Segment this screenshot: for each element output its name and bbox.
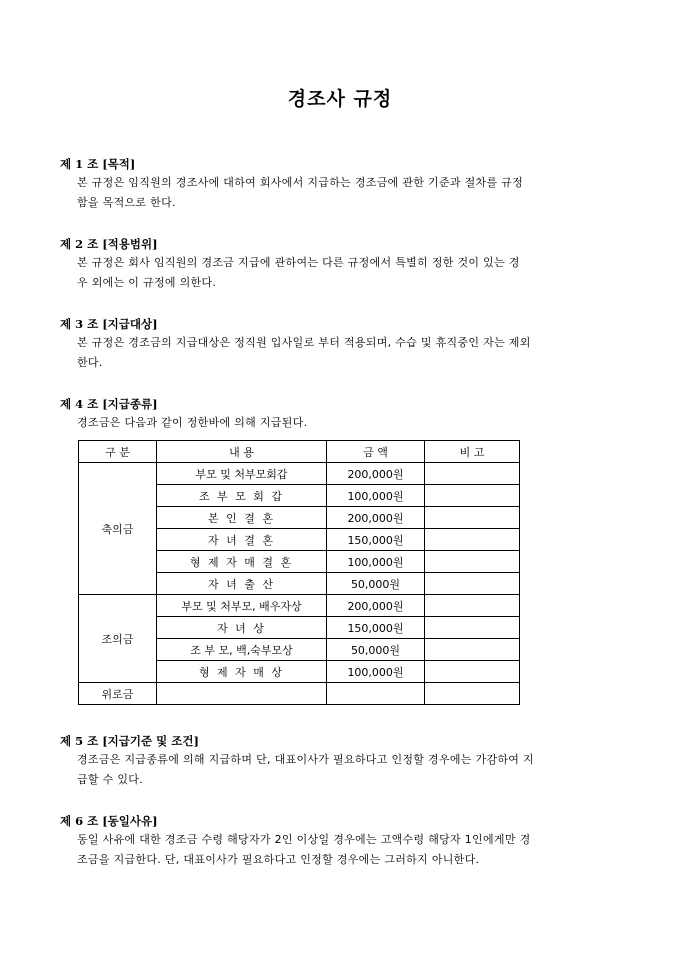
amount-cell: 150,000원 bbox=[327, 617, 425, 639]
content-cell: 조 부 모 회 갑 bbox=[157, 485, 327, 507]
content-cell bbox=[157, 683, 327, 705]
category-cell: 조의금 bbox=[79, 595, 157, 683]
header-amount: 금 액 bbox=[327, 441, 425, 463]
note-cell bbox=[425, 617, 520, 639]
content-cell: 자 녀 결 혼 bbox=[157, 529, 327, 551]
note-cell bbox=[425, 463, 520, 485]
article-2 bbox=[60, 236, 632, 293]
header-category: 구 분 bbox=[79, 441, 157, 463]
table-row bbox=[79, 463, 520, 485]
article-6-line-1: 동일 사유에 대한 경조금 수령 해당자가 2인 이상일 경우에는 고액수령 해당자 1인에게만 경 bbox=[77, 833, 531, 846]
content-cell: 형 제 자 매 상 bbox=[157, 661, 327, 683]
article-6 bbox=[60, 813, 632, 870]
article-2-line-1: 본 규정은 회사 임직원의 경조금 지급에 관하여는 다른 규정에서 특별히 정한 것이 있는 경 bbox=[77, 256, 520, 269]
payment-table bbox=[78, 440, 520, 705]
article-1-body bbox=[60, 173, 632, 213]
note-cell bbox=[425, 573, 520, 595]
article-2-heading: 제 2 조 [적용범위] bbox=[60, 237, 158, 251]
note-cell bbox=[425, 661, 520, 683]
note-cell bbox=[425, 485, 520, 507]
amount-cell: 50,000원 bbox=[327, 639, 425, 661]
content-cell: 부모 및 처부모회갑 bbox=[157, 463, 327, 485]
article-4-line-1: 경조금은 다음과 같이 정한바에 의해 지급된다. bbox=[77, 416, 308, 429]
article-6-heading: 제 6 조 [동일사유] bbox=[60, 814, 158, 828]
content-cell: 형 제 자 매 결 혼 bbox=[157, 551, 327, 573]
article-6-body bbox=[60, 830, 632, 870]
page-title: 경조사 규정 bbox=[287, 88, 393, 110]
amount-cell: 150,000원 bbox=[327, 529, 425, 551]
header-content: 내 용 bbox=[157, 441, 327, 463]
table-header-row bbox=[79, 441, 520, 463]
note-cell bbox=[425, 507, 520, 529]
note-cell bbox=[425, 551, 520, 573]
note-cell bbox=[425, 639, 520, 661]
article-4 bbox=[60, 396, 632, 433]
amount-cell: 50,000원 bbox=[327, 573, 425, 595]
article-3-line-2: 한다. bbox=[77, 356, 103, 369]
note-cell bbox=[425, 529, 520, 551]
content-cell: 자 녀 출 산 bbox=[157, 573, 327, 595]
amount-cell: 200,000원 bbox=[327, 463, 425, 485]
amount-cell: 100,000원 bbox=[327, 661, 425, 683]
article-2-line-2: 우 외에는 이 규정에 의한다. bbox=[77, 276, 217, 289]
article-3-line-1: 본 규정은 경조금의 지급대상은 정직원 입사일로 부터 적용되며, 수습 및 휴직중인 자는 제외 bbox=[77, 336, 531, 349]
article-5-heading: 제 5 조 [지급기준 및 조건] bbox=[60, 734, 199, 748]
note-cell bbox=[425, 595, 520, 617]
table-row bbox=[79, 683, 520, 705]
article-5-line-1: 경조금은 지급종류에 의해 지급하며 단, 대표이사가 필요하다고 인정할 경우에는 가감하여 지 bbox=[77, 753, 534, 766]
article-2-body bbox=[60, 253, 632, 293]
article-6-line-2: 조금을 지급한다. 단, 대표이사가 필요하다고 인정할 경우에는 그러하지 아니한다. bbox=[77, 853, 480, 866]
category-cell: 위로금 bbox=[79, 683, 157, 705]
amount-cell: 100,000원 bbox=[327, 485, 425, 507]
article-1 bbox=[60, 156, 632, 213]
article-1-line-1: 본 규정은 임직원의 경조사에 대하여 회사에서 지급하는 경조금에 관한 기준과 절차를 규정 bbox=[77, 176, 524, 189]
note-cell bbox=[425, 683, 520, 705]
amount-cell: 100,000원 bbox=[327, 551, 425, 573]
article-5-line-2: 급할 수 있다. bbox=[77, 773, 144, 786]
amount-cell bbox=[327, 683, 425, 705]
article-3-body bbox=[60, 333, 632, 373]
amount-cell: 200,000원 bbox=[327, 507, 425, 529]
article-5-body bbox=[60, 750, 632, 790]
header-note: 비 고 bbox=[425, 441, 520, 463]
content-cell: 조 부 모, 백,숙부모상 bbox=[157, 639, 327, 661]
category-cell: 축의금 bbox=[79, 463, 157, 595]
article-1-heading: 제 1 조 [목적] bbox=[60, 157, 136, 171]
article-4-body bbox=[60, 413, 632, 433]
article-3 bbox=[60, 316, 632, 373]
table-row bbox=[79, 595, 520, 617]
content-cell: 자 녀 상 bbox=[157, 617, 327, 639]
article-4-heading: 제 4 조 [지급종류] bbox=[60, 397, 158, 411]
article-1-line-2: 함을 목적으로 한다. bbox=[77, 196, 176, 209]
content-cell: 본 인 결 혼 bbox=[157, 507, 327, 529]
amount-cell: 200,000원 bbox=[327, 595, 425, 617]
content-cell: 부모 및 처부모, 배우자상 bbox=[157, 595, 327, 617]
article-5 bbox=[60, 733, 632, 790]
article-3-heading: 제 3 조 [지급대상] bbox=[60, 317, 158, 331]
